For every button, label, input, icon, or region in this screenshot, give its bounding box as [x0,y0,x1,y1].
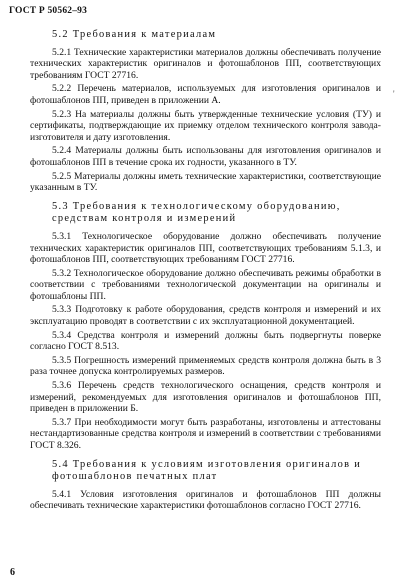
paragraph-5-3-5: 5.3.5 Погрешность измерений применяемых средств контроля должна быть в 3 раза точнее допуска контролируемых размеров. [30,354,381,378]
paragraph-5-2-2: 5.2.2 Перечень материалов, используемых для изготовления оригиналов и фотошаблонов ПП, приведен в приложении А. [30,83,381,106]
paragraph-5-3-1: 5.3.1 Технологическое оборудование должно обеспечивать получение технических характеристик оригиналов ПП, соответствующих требованиям 5.1.3, и фотошаблонов ПП, соответствующих требованиям ГОСТ 27716. [30,230,381,266]
paragraph-5-2-3: 5.2.3 На материалы должны быть утвержденные технические условия (ТУ) и сертификаты, подтверждающие их приемку отделом технического контроля завода-изготовителя и дату изготовления. [30,108,381,143]
paragraph-5-2-5: 5.2.5 Материалы должны иметь технические характеристики, соответствующие указанным в ТУ. [30,170,381,194]
paragraph-5-3-4: 5.3.4 Средства контроля и измерений должны быть подвергнуты поверке согласно ГОСТ 8.513. [30,329,381,353]
paragraph-5-2-4: 5.2.4 Материалы должны быть использованы для изготовления оригиналов и фотошаблонов ПП в течение срока их годности, указанного в ТУ. [30,145,381,168]
section-heading-5-4: 5.4 Требования к условиям изготовления оригиналов и фотошаблонов печатных плат [52,458,362,483]
paragraph-5-3-6: 5.3.6 Перечень средств технологического оснащения, средств контроля и измерений, рекомендуемых для изготовления оригиналов и фотошаблонов ПП, приведен в приложении Б. [30,380,381,415]
document-header: ГОСТ Р 50562–93 [9,6,88,16]
paragraph-5-3-2: 5.3.2 Технологическое оборудование должно обеспечивать режимы обработки в соответствии с требованиями технологической документации на оригиналы и фотошаблоны ПП. [30,267,381,302]
paragraph-5-3-7: 5.3.7 При необходимости могут быть разработаны, изготовлены и аттестованы нестандартизованные средства контроля и измерений в соответствии с требованиями ГОСТ 8.326. [30,416,381,451]
page-number: 6 [10,567,15,578]
document-body [30,29,381,514]
margin-mark: ' [393,89,395,99]
section-heading-5-3: 5.3 Требования к технологическому оборудованию, средствам контроля и измерений [52,200,341,225]
section-heading-5-2: 5.2 Требования к материалам [52,29,217,40]
paragraph-5-3-3: 5.3.3 Подготовку к работе оборудования, средств контроля и измерений и их эксплуатацию проводят в соответствии с их эксплуатационной документацией. [30,304,381,328]
paragraph-5-2-1: 5.2.1 Технические характеристики материалов должны обеспечивать получение технических характеристик оригиналов и фотошаблонов ПП, соответствующих требованиям ГОСТ 27716. [30,46,381,81]
paragraph-5-4-1: 5.4.1 Условия изготовления оригиналов и фотошаблонов ПП должны обеспечивать технические характеристики фотошаблонов согласно ГОСТ 27716. [30,488,381,512]
